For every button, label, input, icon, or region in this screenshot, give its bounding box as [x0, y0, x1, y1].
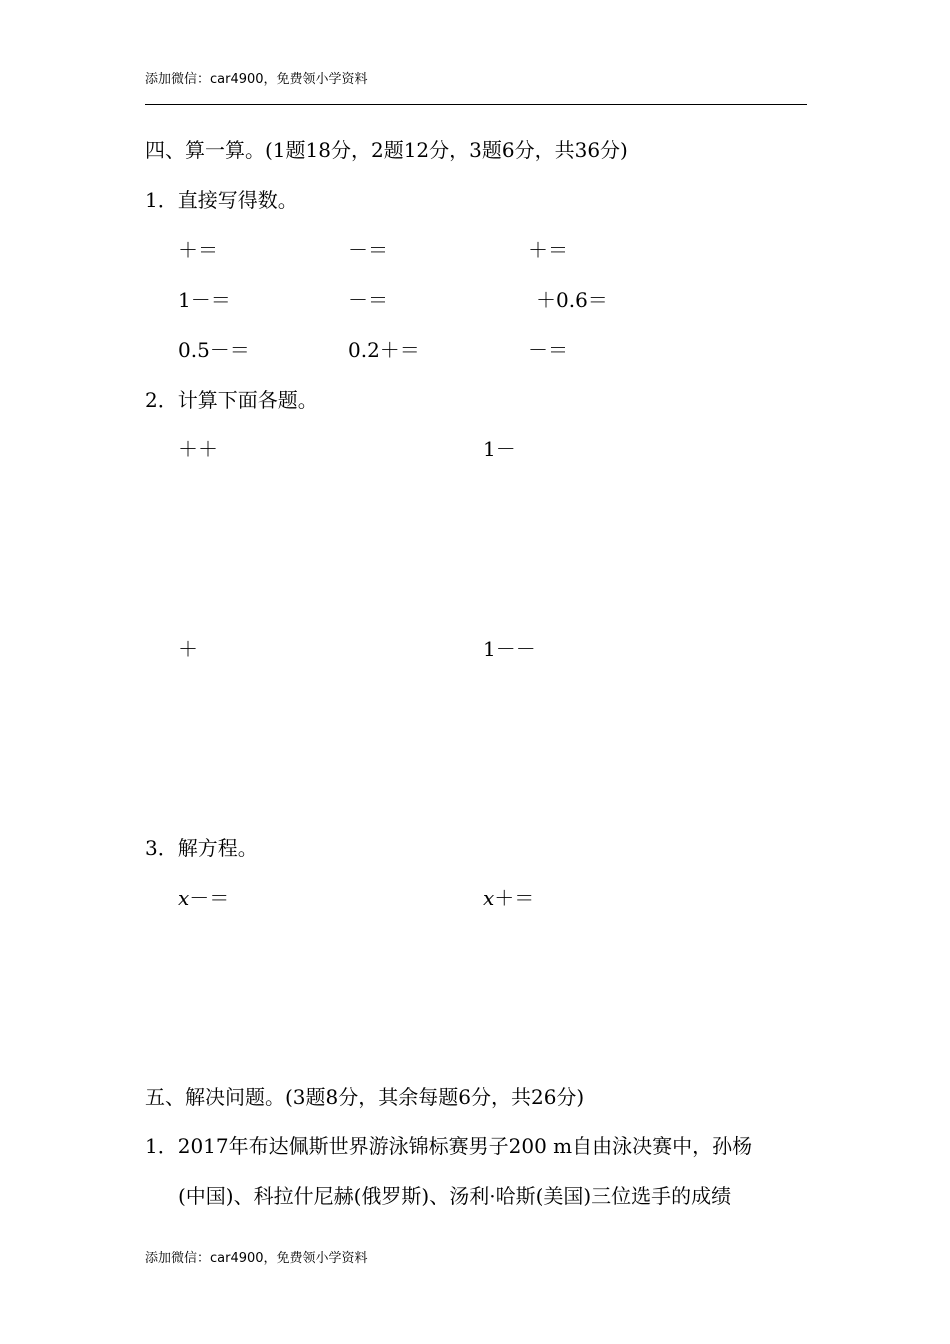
- variable-x: x: [178, 886, 190, 910]
- question-1-label: 1．直接写得数。: [145, 188, 298, 212]
- mental-math-item: －＝: [348, 288, 388, 312]
- equation-rest: ＋＝: [494, 886, 535, 910]
- calculation-item: 1－: [483, 437, 516, 461]
- question-2-label: 2．计算下面各题。: [145, 388, 318, 412]
- problem-1-line-1: 1．2017年布达佩斯世界游泳锦标赛男子200 m自由泳决赛中，孙杨: [145, 1134, 753, 1158]
- mental-math-item: 0.5－＝: [178, 338, 250, 362]
- mental-math-item: ＋0.6＝: [536, 288, 608, 312]
- header-divider: [145, 104, 807, 105]
- mental-math-item: ＋＝: [178, 238, 218, 262]
- page-header: 添加微信：car4900，免费领小学资料: [145, 72, 368, 87]
- calculation-item: ＋＋: [178, 437, 218, 461]
- mental-math-item: －＝: [348, 238, 388, 262]
- section-5-title: 五、解决问题。(3题8分，其余每题6分，共26分): [145, 1085, 585, 1109]
- problem-1-line-2: (中国)、科拉什尼赫(俄罗斯)、汤利·哈斯(美国)三位选手的成绩: [178, 1184, 732, 1208]
- calculation-item: ＋: [178, 637, 198, 661]
- mental-math-item: 0.2＋＝: [348, 338, 420, 362]
- calculation-item: 1－－: [483, 637, 536, 661]
- mental-math-item: －＝: [528, 338, 568, 362]
- variable-x: x: [483, 886, 495, 910]
- mental-math-item: ＋＝: [528, 238, 568, 262]
- equation-item: [178, 886, 229, 910]
- equation-rest: －＝: [189, 886, 230, 910]
- section-4-title: 四、算一算。(1题18分，2题12分，3题6分，共36分): [145, 138, 628, 162]
- equation-item: [483, 886, 534, 910]
- question-3-label: 3．解方程。: [145, 836, 258, 860]
- mental-math-item: 1－＝: [178, 288, 231, 312]
- page-footer: 添加微信：car4900，免费领小学资料: [145, 1251, 368, 1266]
